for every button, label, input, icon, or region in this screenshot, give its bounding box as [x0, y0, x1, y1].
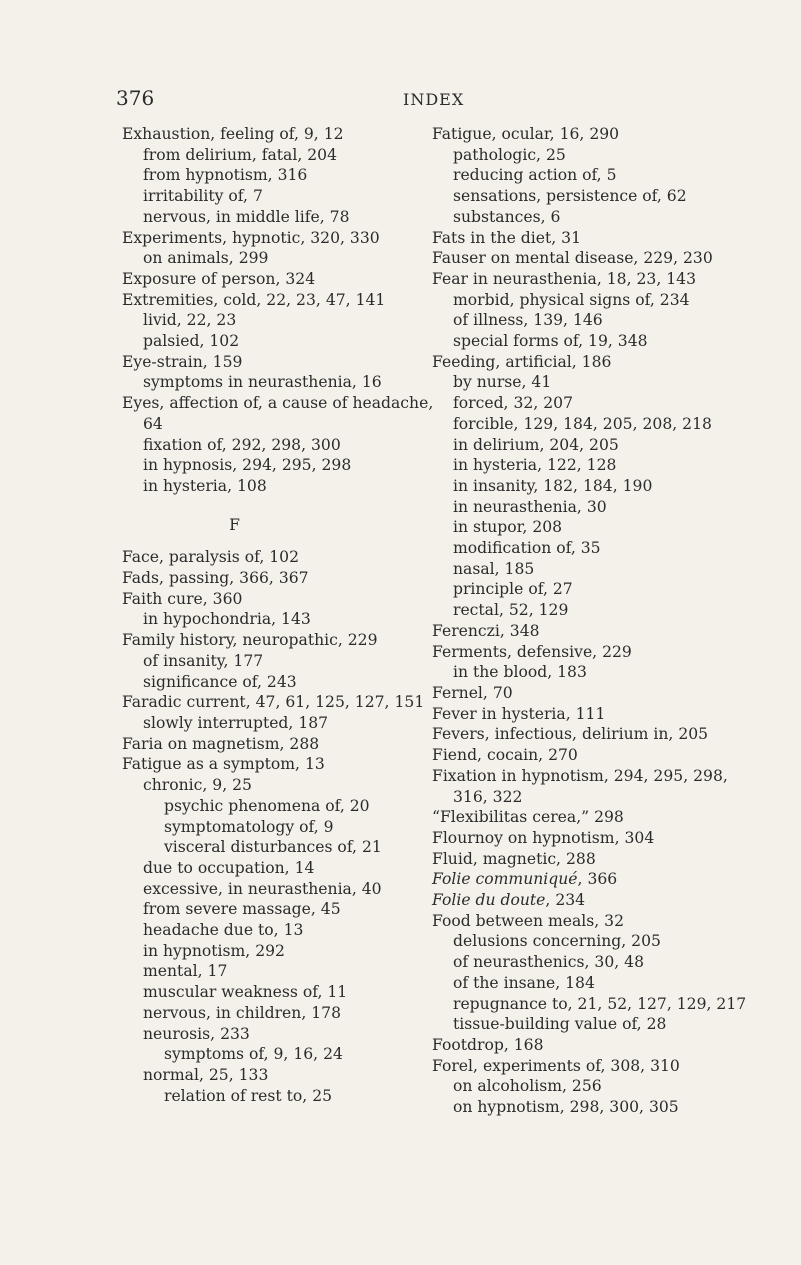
index-subentry: from delirium, fatal, 204 [143, 145, 338, 164]
index-entry: Fiend, cocain, 270 [432, 746, 578, 765]
index-entry: Fauser on mental disease, 229, 230 [432, 249, 713, 268]
index-subentry: significance of, 243 [143, 672, 297, 691]
index-subentry: of neurasthenics, 30, 48 [453, 953, 645, 972]
index-subentry: chronic, 9, 25 [143, 776, 252, 795]
index-subentry: symptoms of, 9, 16, 24 [164, 1045, 343, 1064]
index-entry: Faria on magnetism, 288 [122, 734, 320, 753]
index-entry: Fernel, 70 [432, 683, 513, 702]
index-subentry: headache due to, 13 [143, 921, 304, 940]
index-subentry: relation of rest to, 25 [164, 1086, 333, 1105]
index-entry: Extremities, cold, 22, 23, 47, 141 [122, 290, 386, 309]
index-subentry: from hypnotism, 316 [143, 166, 308, 185]
index-entry: Fatigue, ocular, 16, 290 [432, 125, 620, 143]
index-subentry: modification of, 35 [453, 539, 601, 558]
index-subentry: nasal, 185 [453, 559, 535, 578]
index-entry: Faith cure, 360 [122, 589, 243, 608]
index-entry: Eye-strain, 159 [122, 352, 243, 371]
index-subentry: in hysteria, 108 [143, 476, 267, 495]
italic-term: Folie communiqué [432, 870, 578, 889]
index-subentry: in the blood, 183 [453, 663, 587, 682]
index-subentry: of insanity, 177 [143, 651, 264, 670]
index-subentry: special forms of, 19, 348 [453, 332, 648, 351]
index-subentry: forced, 32, 207 [453, 394, 573, 413]
index-subentry: in hypochondria, 143 [143, 610, 311, 629]
index-entry: Fear in neurasthenia, 18, 23, 143 [432, 269, 697, 288]
index-subentry: irritability of, 7 [143, 187, 263, 206]
index-subentry: palsied, 102 [143, 332, 240, 351]
index-subentry: repugnance to, 21, 52, 127, 129, 217 [453, 994, 747, 1013]
index-subentry: delusions concerning, 205 [453, 932, 661, 951]
index-subentry: forcible, 129, 184, 205, 208, 218 [453, 414, 712, 433]
index-column-left [122, 124, 467, 1106]
index-subentry: normal, 25, 133 [143, 1065, 269, 1084]
index-entry: “Flexibilitas cerea,” 298 [432, 808, 624, 827]
index-subentry: in hypnosis, 294, 295, 298 [143, 456, 352, 475]
index-subentry: in stupor, 208 [453, 518, 563, 537]
index-entry: Face, paralysis of, 102 [122, 548, 299, 567]
index-subentry: mental, 17 [143, 962, 228, 981]
index-subentry: slowly interrupted, 187 [143, 713, 329, 732]
index-entry: Flournoy on hypnotism, 304 [432, 828, 655, 847]
index-subentry: psychic phenomena of, 20 [164, 796, 370, 815]
index-subentry: of illness, 139, 146 [453, 311, 603, 330]
index-entry: Fats in the diet, 31 [432, 228, 581, 247]
index-subentry: livid, 22, 23 [143, 311, 237, 330]
index-subentry: nervous, in children, 178 [143, 1003, 342, 1022]
index-subentry: in hysteria, 122, 128 [453, 456, 617, 475]
index-subentry: in insanity, 182, 184, 190 [453, 476, 653, 495]
index-subentry: by nurse, 41 [453, 373, 552, 392]
index-entry: Eyes, affection of, a cause of headache, [122, 394, 434, 413]
index-entry: Folie du doute, 234 [432, 891, 586, 910]
index-subentry: 64 [143, 414, 163, 433]
index-subentry: fixation of, 292, 298, 300 [143, 435, 341, 454]
index-subentry: on hypnotism, 298, 300, 305 [453, 1098, 679, 1117]
index-subentry: due to occupation, 14 [143, 858, 315, 877]
index-subentry: 316, 322 [453, 787, 523, 806]
index-subentry: nervous, in middle life, 78 [143, 207, 350, 226]
running-head: INDEX [403, 90, 465, 109]
index-entry: Footdrop, 168 [432, 1035, 544, 1054]
index-subentry: tissue-building value of, 28 [453, 1015, 667, 1034]
index-subentry: of the insane, 184 [453, 973, 595, 992]
index-entry: Ferments, defensive, 229 [432, 642, 632, 661]
index-entry: Fatigue as a symptom, 13 [122, 755, 325, 774]
index-entry: Exhaustion, feeling of, 9, 12 [122, 125, 344, 143]
index-entry: Fads, passing, 366, 367 [122, 569, 309, 588]
index-subentry: sensations, persistence of, 62 [453, 187, 687, 206]
index-entry: Faradic current, 47, 61, 125, 127, 151 [122, 693, 425, 712]
index-subentry: morbid, physical signs of, 234 [453, 290, 690, 309]
index-subentry: in delirium, 204, 205 [453, 435, 619, 454]
index-subentry: on animals, 299 [143, 249, 269, 268]
index-entry: Fluid, magnetic, 288 [432, 849, 596, 868]
index-entry: Family history, neuropathic, 229 [122, 631, 378, 650]
index-column-right [432, 124, 782, 1118]
index-subentry: symptomatology of, 9 [164, 817, 334, 836]
index-entry: Fixation in hypnotism, 294, 295, 298, [432, 766, 728, 785]
italic-term: Folie du doute [432, 891, 546, 910]
index-entry: Fever in hysteria, 111 [432, 704, 606, 723]
index-entry: Folie communiqué, 366 [432, 870, 618, 889]
section-letter-heading: F [229, 515, 240, 534]
index-entry: Fevers, infectious, delirium in, 205 [432, 725, 709, 744]
index-entry: Forel, experiments of, 308, 310 [432, 1056, 680, 1075]
index-subentry: rectal, 52, 129 [453, 601, 569, 620]
index-subentry: reducing action of, 5 [453, 166, 617, 185]
index-subentry: neurosis, 233 [143, 1024, 250, 1043]
page-header [0, 86, 801, 116]
index-subentry: in neurasthenia, 30 [453, 497, 607, 516]
index-entry: Ferenczi, 348 [432, 621, 540, 640]
index-entry: Exposure of person, 324 [122, 269, 316, 288]
index-entry: Experiments, hypnotic, 320, 330 [122, 228, 380, 247]
index-entry: Feeding, artificial, 186 [432, 352, 612, 371]
index-entry: Food between meals, 32 [432, 911, 625, 930]
index-subentry: from severe massage, 45 [143, 900, 341, 919]
index-subentry: excessive, in neurasthenia, 40 [143, 879, 382, 898]
index-subentry: pathologic, 25 [453, 145, 566, 164]
index-subentry: on alcoholism, 256 [453, 1077, 602, 1096]
index-subentry: substances, 6 [453, 207, 561, 226]
index-subentry: symptoms in neurasthenia, 16 [143, 373, 382, 392]
index-subentry: in hypnotism, 292 [143, 941, 285, 960]
page-number: 376 [116, 86, 155, 110]
index-subentry: visceral disturbances of, 21 [164, 838, 382, 857]
index-subentry: muscular weakness of, 11 [143, 983, 348, 1002]
index-subentry: principle of, 27 [453, 580, 573, 599]
